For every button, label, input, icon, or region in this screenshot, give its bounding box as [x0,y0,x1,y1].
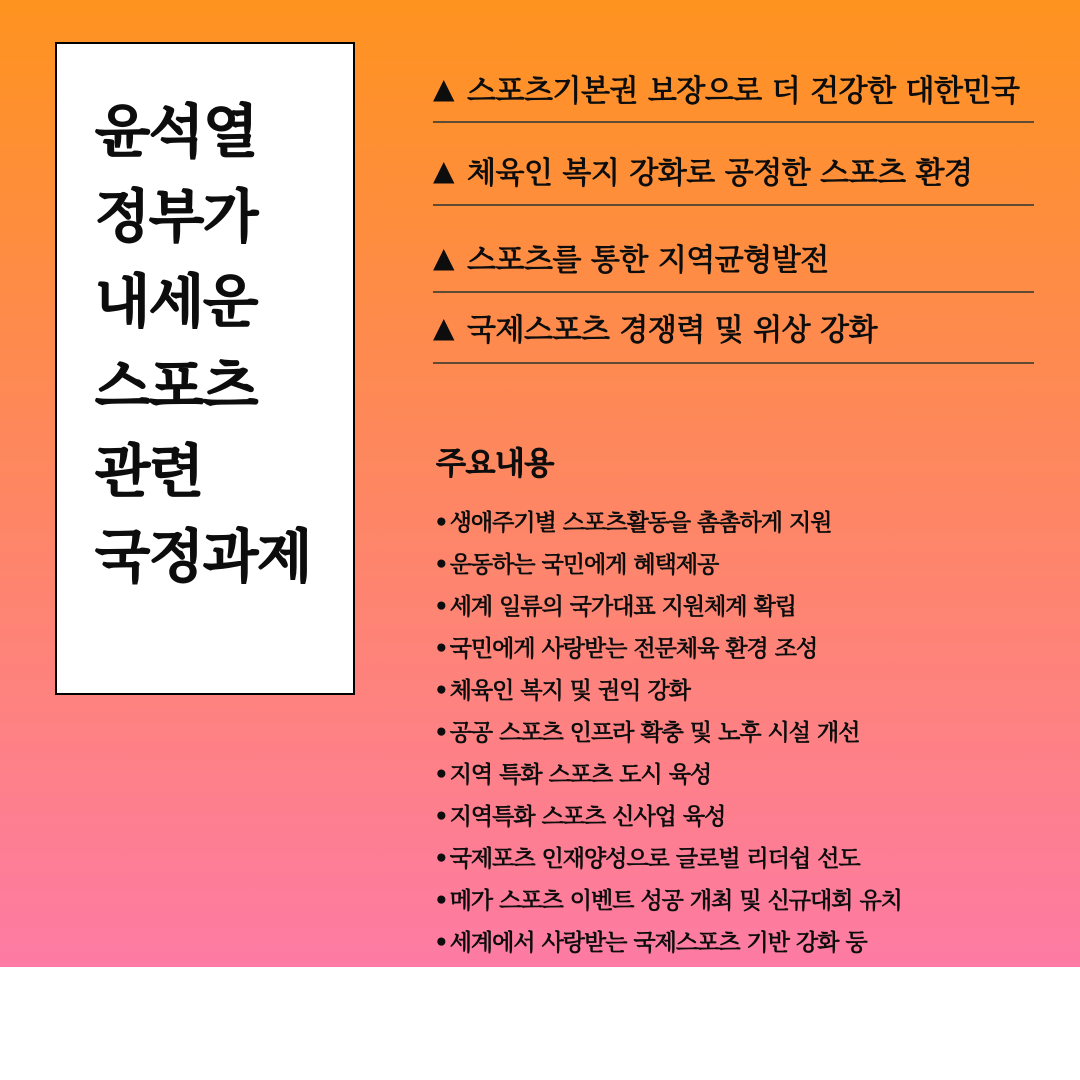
list-item [434,841,860,877]
bullet-dot-icon: • [434,720,448,746]
list-item-text: 공공 스포츠 인프라 확충 및 노후 시설 개선 [449,720,860,746]
divider-line [433,121,1034,123]
list-item-text: 지역 특화 스포츠 도시 육성 [449,762,712,788]
title-line: 정부가 [95,184,258,250]
divider-line [433,362,1034,364]
list-item-text: 메가 스포츠 이벤트 성공 개최 및 신규대회 유치 [449,888,902,914]
list-item-text: 국민에게 사랑받는 전문체육 환경 조성 [449,636,818,662]
agenda-item [433,309,1053,348]
footer-white-strip [0,967,1080,1080]
divider-line [433,291,1034,293]
triangle-bullet-icon: ▲ [433,310,455,344]
list-item [434,925,867,961]
list-item [434,799,725,835]
title-line: 윤석열 [95,99,258,165]
list-item [434,631,817,667]
triangle-bullet-icon: ▲ [433,153,455,187]
bullet-dot-icon: • [434,510,448,536]
title-card [55,42,355,695]
list-item-text: 운동하는 국민에게 혜택제공 [449,552,719,578]
bullet-dot-icon: • [434,552,448,578]
agenda-item [433,152,1053,191]
list-item [434,715,859,751]
bullet-dot-icon: • [434,678,448,704]
title-line: 스포츠 [95,354,258,420]
divider-line [433,204,1034,206]
title-line: 관련 [95,439,204,505]
list-item [434,757,711,793]
bullet-dot-icon: • [434,762,448,788]
agenda-item [433,70,1053,109]
bullet-dot-icon: • [434,846,448,872]
list-item-text: 국제포츠 인재양성으로 글로벌 리더쉽 선도 [449,846,860,872]
agenda-item-text: 스포츠기본권 보장으로 더 건강한 대한민국 [467,74,1020,109]
triangle-bullet-icon: ▲ [433,71,455,105]
list-item-text: 지역특화 스포츠 신사업 육성 [449,804,726,830]
agenda-item [433,239,1053,278]
list-item [434,547,718,583]
agenda-item-text: 국제스포츠 경쟁력 및 위상 강화 [467,313,878,348]
list-item [434,673,690,709]
bullet-dot-icon: • [434,888,448,914]
list-item-text: 체육인 복지 및 권익 강화 [449,678,690,704]
list-item [434,505,831,541]
title-line: 국정과제 [95,524,312,590]
list-item-text: 세계 일류의 국가대표 지원체계 확립 [449,594,797,620]
bullet-dot-icon: • [434,930,448,956]
list-item [434,589,796,625]
bullet-dot-icon: • [434,804,448,830]
agenda-item-text: 체육인 복지 강화로 공정한 스포츠 환경 [467,156,973,191]
section-heading: 주요내용 [436,446,554,482]
list-item [434,883,902,919]
triangle-bullet-icon: ▲ [433,240,455,274]
agenda-item-text: 스포츠를 통한 지역균형발전 [467,243,829,278]
list-item-text: 생애주기별 스포츠활동을 촘촘하게 지원 [449,510,832,536]
bullet-dot-icon: • [434,636,448,662]
bullet-dot-icon: • [434,594,448,620]
list-item-text: 세계에서 사랑받는 국제스포츠 기반 강화 둥 [449,930,867,956]
title-line: 내세운 [95,269,258,335]
